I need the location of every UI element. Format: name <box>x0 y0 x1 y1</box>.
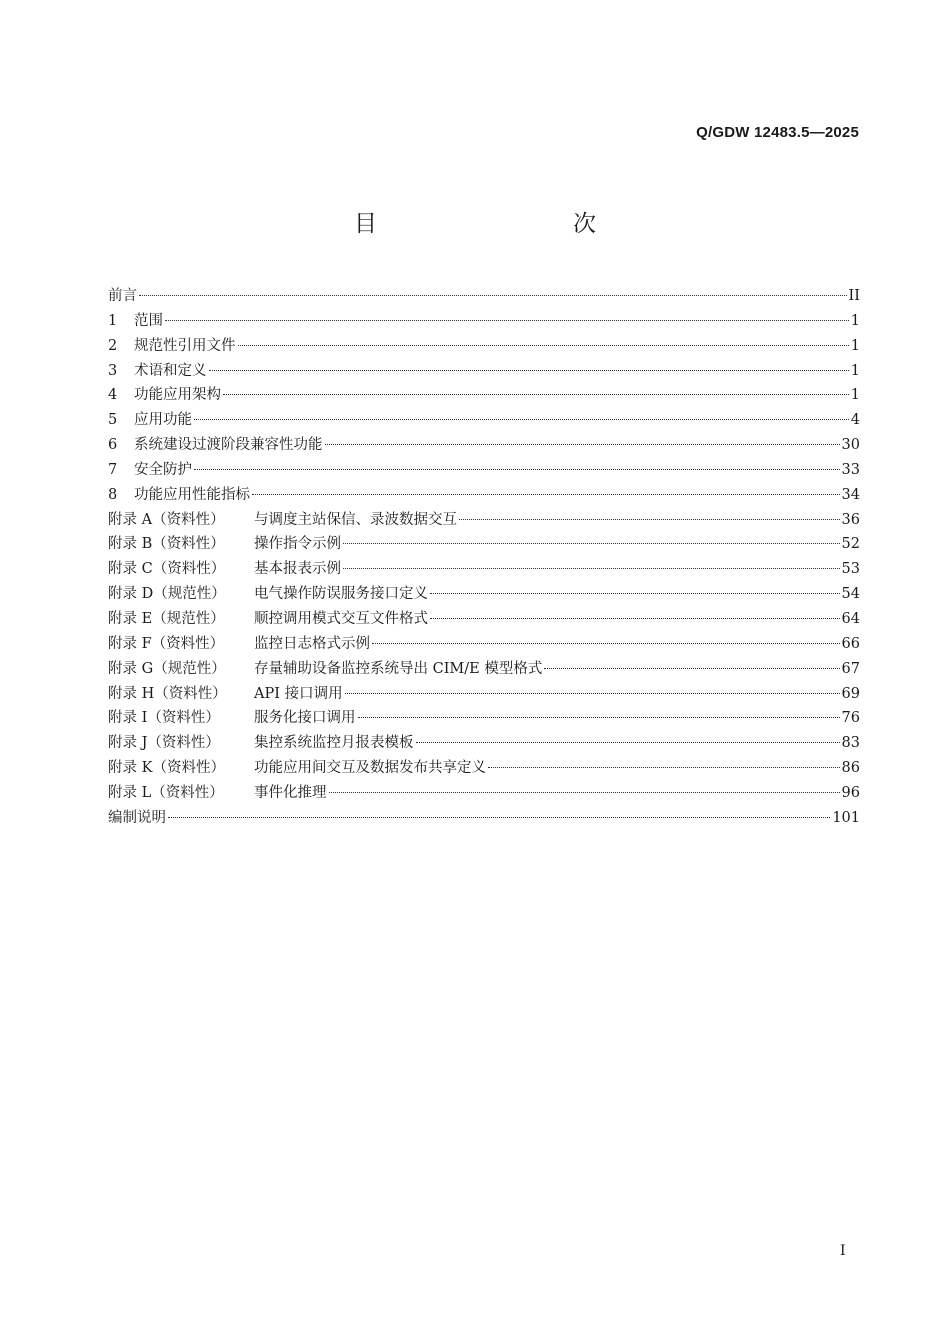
toc-dot-leader <box>223 394 849 395</box>
toc-entry-appendix-label: 附录 H（资料性） <box>108 685 227 702</box>
toc-entry-title: 功能应用间交互及数据发布共享定义 <box>254 760 486 777</box>
toc-dot-leader <box>343 543 840 544</box>
document-code: Q/GDW 12483.5—2025 <box>696 124 859 141</box>
toc-entry-title: 顺控调用模式交互文件格式 <box>254 610 428 627</box>
toc-dot-leader <box>252 494 840 495</box>
toc-entry[interactable] <box>108 682 860 707</box>
toc-entry-number: 1 <box>108 312 118 329</box>
toc-entry-page: 1 <box>850 362 860 379</box>
toc-title: 目 次 <box>354 211 646 237</box>
table-of-contents <box>108 284 860 831</box>
toc-dot-leader <box>345 693 840 694</box>
toc-entry-title: 术语和定义 <box>134 362 207 379</box>
toc-dot-leader <box>544 668 839 669</box>
toc-entry-page: 76 <box>841 710 860 727</box>
toc-entry[interactable] <box>108 632 860 657</box>
toc-dot-leader <box>194 419 849 420</box>
toc-entry-appendix-label: 附录 K（资料性） <box>108 760 225 777</box>
toc-entry[interactable] <box>108 433 860 458</box>
toc-entry[interactable] <box>108 731 860 756</box>
toc-entry-title: 基本报表示例 <box>254 561 341 578</box>
toc-dot-leader <box>139 295 847 296</box>
toc-entry[interactable] <box>108 657 860 682</box>
toc-entry-title: 应用功能 <box>134 412 192 429</box>
toc-entry-title: 编制说明 <box>108 809 166 826</box>
toc-entry[interactable] <box>108 557 860 582</box>
toc-entry-title: 操作指令示例 <box>254 536 341 553</box>
toc-entry[interactable] <box>108 359 860 384</box>
toc-entry-number: 5 <box>108 412 118 429</box>
toc-entry[interactable] <box>108 483 860 508</box>
page-number: I <box>840 1243 846 1259</box>
toc-entry[interactable] <box>108 706 860 731</box>
toc-entry-number: 4 <box>108 387 118 404</box>
toc-dot-leader <box>209 370 849 371</box>
toc-dot-leader <box>238 345 849 346</box>
toc-entry-page: 67 <box>841 660 860 677</box>
toc-entry[interactable] <box>108 458 860 483</box>
toc-entry[interactable] <box>108 408 860 433</box>
toc-dot-leader <box>416 742 840 743</box>
toc-dot-leader <box>325 444 840 445</box>
toc-entry-page: 53 <box>841 561 860 578</box>
toc-entry-number: 2 <box>108 337 118 354</box>
toc-entry-page: 54 <box>841 586 860 603</box>
toc-entry-page: 30 <box>841 437 860 454</box>
toc-entry-appendix-label: 附录 I（资料性） <box>108 710 220 727</box>
toc-entry[interactable] <box>108 532 860 557</box>
toc-entry-appendix-label: 附录 B（资料性） <box>108 536 225 553</box>
toc-dot-leader <box>430 618 840 619</box>
toc-entry-number: 8 <box>108 486 118 503</box>
toc-entry-page: 4 <box>850 412 860 429</box>
toc-dot-leader <box>372 643 840 644</box>
toc-entry-appendix-label: 附录 G（规范性） <box>108 660 226 677</box>
toc-entry-title: 规范性引用文件 <box>134 337 236 354</box>
toc-entry-page: 64 <box>841 610 860 627</box>
toc-entry-title: 集控系统监控月报表模板 <box>254 735 414 752</box>
toc-entry[interactable] <box>108 309 860 334</box>
toc-dot-leader <box>459 519 840 520</box>
toc-entry-page: 1 <box>850 312 860 329</box>
toc-entry-appendix-label: 附录 C（资料性） <box>108 561 226 578</box>
toc-entry[interactable] <box>108 607 860 632</box>
toc-entry-page: 101 <box>832 809 860 826</box>
toc-entry-page: II <box>848 288 860 304</box>
toc-entry-appendix-label: 附录 A（资料性） <box>108 511 225 528</box>
toc-entry-title: 事件化推理 <box>254 784 327 801</box>
toc-entry[interactable] <box>108 756 860 781</box>
toc-entry-title: 与调度主站保信、录波数据交互 <box>254 511 457 528</box>
toc-entry-title: 服务化接口调用 <box>254 710 356 727</box>
toc-entry-title: 系统建设过渡阶段兼容性功能 <box>134 437 323 454</box>
toc-entry[interactable] <box>108 582 860 607</box>
toc-entry-page: 66 <box>841 635 860 652</box>
toc-entry-title: 功能应用性能指标 <box>134 486 250 503</box>
toc-entry[interactable] <box>108 334 860 359</box>
toc-entry-appendix-label: 附录 J（资料性） <box>108 735 220 752</box>
toc-entry-page: 52 <box>841 536 860 553</box>
toc-entry-number: 7 <box>108 461 118 478</box>
toc-entry[interactable] <box>108 508 860 533</box>
toc-dot-leader <box>430 593 840 594</box>
toc-entry-title: 存量辅助设备监控系统导出 CIM/E 模型格式 <box>254 660 543 677</box>
toc-entry-page: 83 <box>841 735 860 752</box>
toc-entry-title: 电气操作防误服务接口定义 <box>254 586 428 603</box>
toc-dot-leader <box>165 320 849 321</box>
toc-entry-page: 1 <box>850 337 860 354</box>
toc-entry-title: 范围 <box>134 312 163 329</box>
toc-entry-title: API 接口调用 <box>254 685 343 702</box>
toc-entry-page: 34 <box>841 486 860 503</box>
toc-entry-title: 安全防护 <box>134 461 192 478</box>
toc-entry-page: 69 <box>841 685 860 702</box>
toc-entry-appendix-label: 附录 E（规范性） <box>108 610 225 627</box>
toc-dot-leader <box>329 792 840 793</box>
toc-entry-number: 6 <box>108 437 118 454</box>
toc-entry-page: 33 <box>841 461 860 478</box>
toc-entry-appendix-label: 附录 L（资料性） <box>108 784 224 801</box>
toc-entry-page: 36 <box>841 511 860 528</box>
toc-entry[interactable] <box>108 383 860 408</box>
toc-entry-number: 3 <box>108 362 118 379</box>
toc-dot-leader <box>194 469 840 470</box>
toc-entry-title: 前言 <box>108 288 137 304</box>
toc-entry-page: 96 <box>841 784 860 801</box>
toc-entry-appendix-label: 附录 D（规范性） <box>108 586 226 603</box>
toc-entry[interactable] <box>108 284 860 309</box>
toc-entry-appendix-label: 附录 F（资料性） <box>108 635 225 652</box>
toc-entry[interactable] <box>108 806 860 831</box>
toc-dot-leader <box>358 717 840 718</box>
toc-dot-leader <box>168 817 830 818</box>
toc-dot-leader <box>488 767 840 768</box>
toc-entry-title: 监控日志格式示例 <box>254 635 370 652</box>
toc-entry-page: 86 <box>841 760 860 777</box>
toc-entry-title: 功能应用架构 <box>134 387 221 404</box>
toc-entry-page: 1 <box>850 387 860 404</box>
toc-entry[interactable] <box>108 781 860 806</box>
toc-dot-leader <box>343 568 840 569</box>
